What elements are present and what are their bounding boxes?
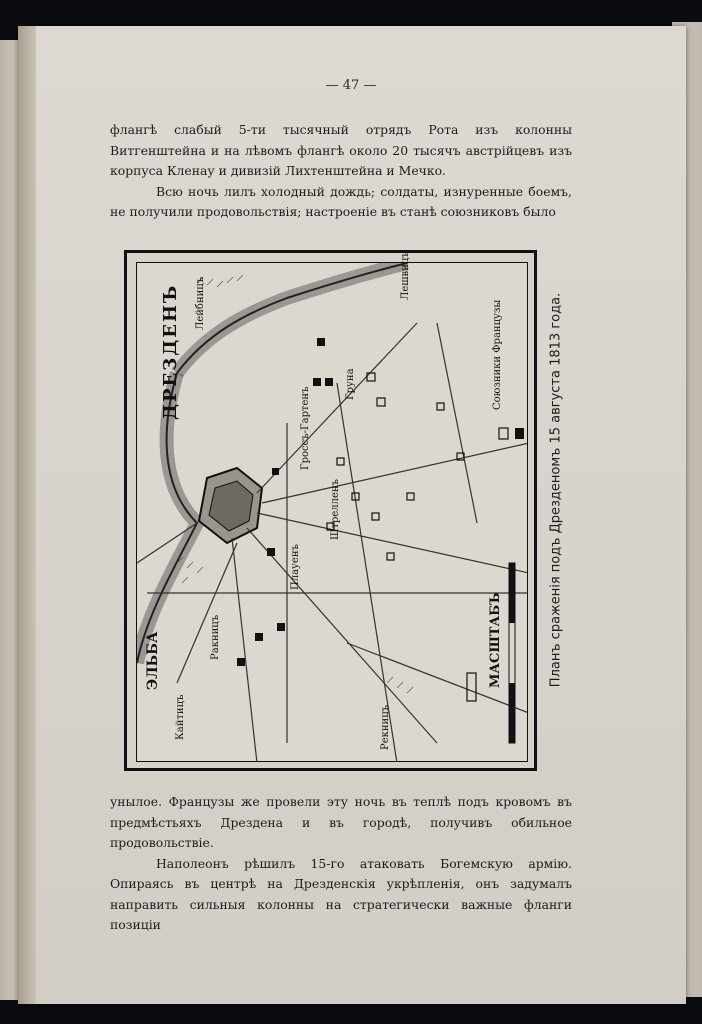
map-scale-label: МАСШТАБЪ xyxy=(488,592,503,688)
map-place-label: Ракницъ xyxy=(210,614,221,660)
bottom-text-block xyxy=(110,792,572,936)
map-place-label: Грунa xyxy=(345,368,356,400)
map-place-label: Лейбницъ xyxy=(195,276,206,330)
page-number: — 47 — xyxy=(325,78,377,93)
map-place-label: Лешвицъ xyxy=(400,251,411,300)
paragraph: флангѣ слабый 5-ти тысячный отрядъ Рота изъ колонны Витгенштейна и на лѣвомъ флангѣ около 20 тысячъ австрійцевъ изъ корпуса Кленау и дивизій Лихтенштейна и Мечко. xyxy=(110,122,572,178)
book-spine xyxy=(18,26,36,1004)
map-city-label: ДРЕЗДЕНЪ xyxy=(160,283,181,420)
paragraph: унылое. Французы же провели эту ночь въ теплѣ подъ кровомъ въ предмѣстьяхъ Дрездена и въ городѣ, получивъ обильное продовольствіе. xyxy=(110,794,572,850)
map-place-label: Плауенъ xyxy=(290,544,301,590)
map-place-label: Рекницъ xyxy=(380,704,391,750)
map-place-label: Гроссъ-Гартенъ xyxy=(300,386,311,470)
map-place-label: Штрелленъ xyxy=(330,479,341,540)
map-place-label: Кайтицъ xyxy=(175,694,186,740)
map-legend-label: Союзники Французы xyxy=(492,299,503,410)
paragraph: Наполеонъ рѣшилъ 15-го атаковать Богемскую армію. Опираясь въ центрѣ на Дрезденскія укрѣпленія, онъ задумалъ направить сильныя колонны на стратегически важные фланги позиціи xyxy=(110,855,572,932)
map-caption: Планъ сраженія подъ Дрезденомъ 15 августа 1813 года. xyxy=(548,292,564,688)
top-text-block xyxy=(110,120,572,223)
paragraph: Всю ночь лилъ холодный дождь; солдаты, изнуренные боемъ, не получили продовольствія; настроеніе въ станѣ союзниковъ было xyxy=(110,183,572,219)
map-river-label: ЭЛЬБА xyxy=(145,631,161,690)
